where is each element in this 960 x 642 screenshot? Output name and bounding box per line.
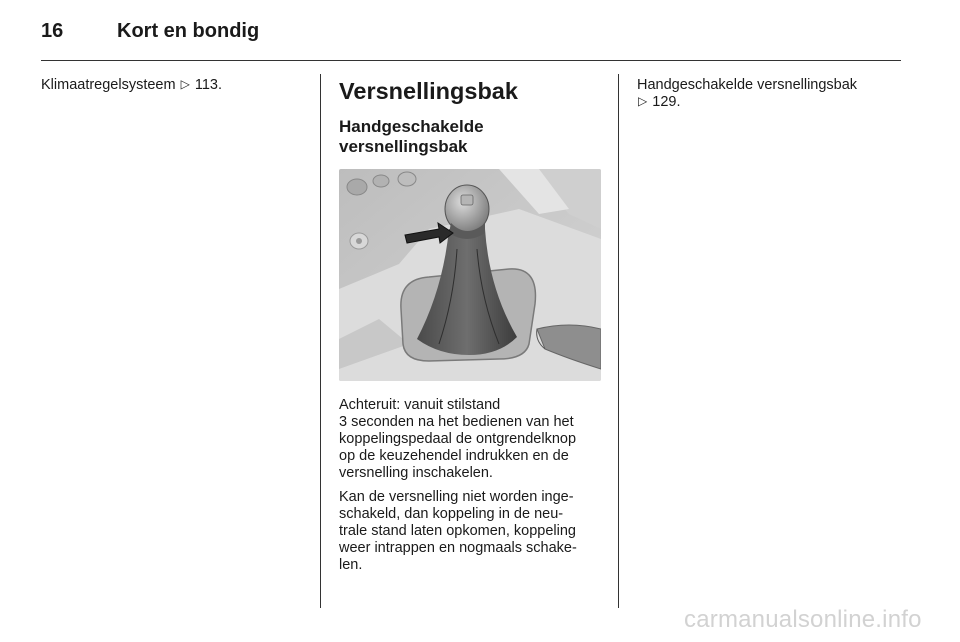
column-1	[41, 77, 303, 94]
text-line: len.	[339, 557, 363, 573]
cross-reference-icon: ▷	[638, 94, 648, 108]
text-line: Kan de versnelling niet worden inge-	[339, 489, 574, 505]
subsection-heading-line-1: Handgeschakelde	[339, 117, 484, 136]
text-line: versnelling inschakelen.	[339, 465, 493, 481]
paragraph-reverse-gear	[339, 397, 604, 482]
column-divider-left	[320, 74, 321, 608]
page-header	[41, 16, 901, 62]
page-number: 16	[41, 20, 64, 42]
text-line: op de keuzehendel indrukken en de	[339, 448, 569, 464]
text-line: schakeld, dan koppeling in de neu-	[339, 506, 564, 522]
xref-manual-transmission[interactable]	[637, 77, 899, 111]
xref-label: Klimaatregelsysteem	[41, 77, 176, 93]
gear-shift-drawing	[339, 169, 601, 381]
header-rule	[41, 60, 901, 61]
paragraph-gear-engage-fail	[339, 489, 604, 574]
text-line: 3 seconden na het bedienen van het	[339, 414, 574, 430]
column-divider-right	[618, 74, 619, 608]
xref-climate-control[interactable]	[41, 77, 303, 94]
text-line: Achteruit: vanuit stilstand	[339, 397, 501, 413]
section-title: Kort en bondig	[117, 20, 260, 42]
subsection-heading-line-2: versnellingsbak	[339, 137, 468, 156]
gear-shift-illustration	[339, 169, 601, 381]
text-line: koppelingspedaal de ontgrendelknop	[339, 431, 577, 447]
xref-page: 113.	[194, 77, 223, 93]
column-2	[339, 77, 604, 574]
column-3	[637, 77, 899, 111]
subsection-heading	[339, 117, 604, 157]
section-heading: Versnellingsbak	[339, 78, 518, 104]
watermark: carmanualsonline.info	[684, 606, 922, 633]
text-line: weer intrappen en nogmaals schake-	[339, 540, 577, 556]
cross-reference-icon: ▷	[180, 77, 190, 91]
text-line: trale stand laten opkomen, koppeling	[339, 523, 576, 539]
xref-page: 129.	[652, 94, 681, 110]
xref-label: Handgeschakelde versnellingsbak	[637, 77, 858, 93]
